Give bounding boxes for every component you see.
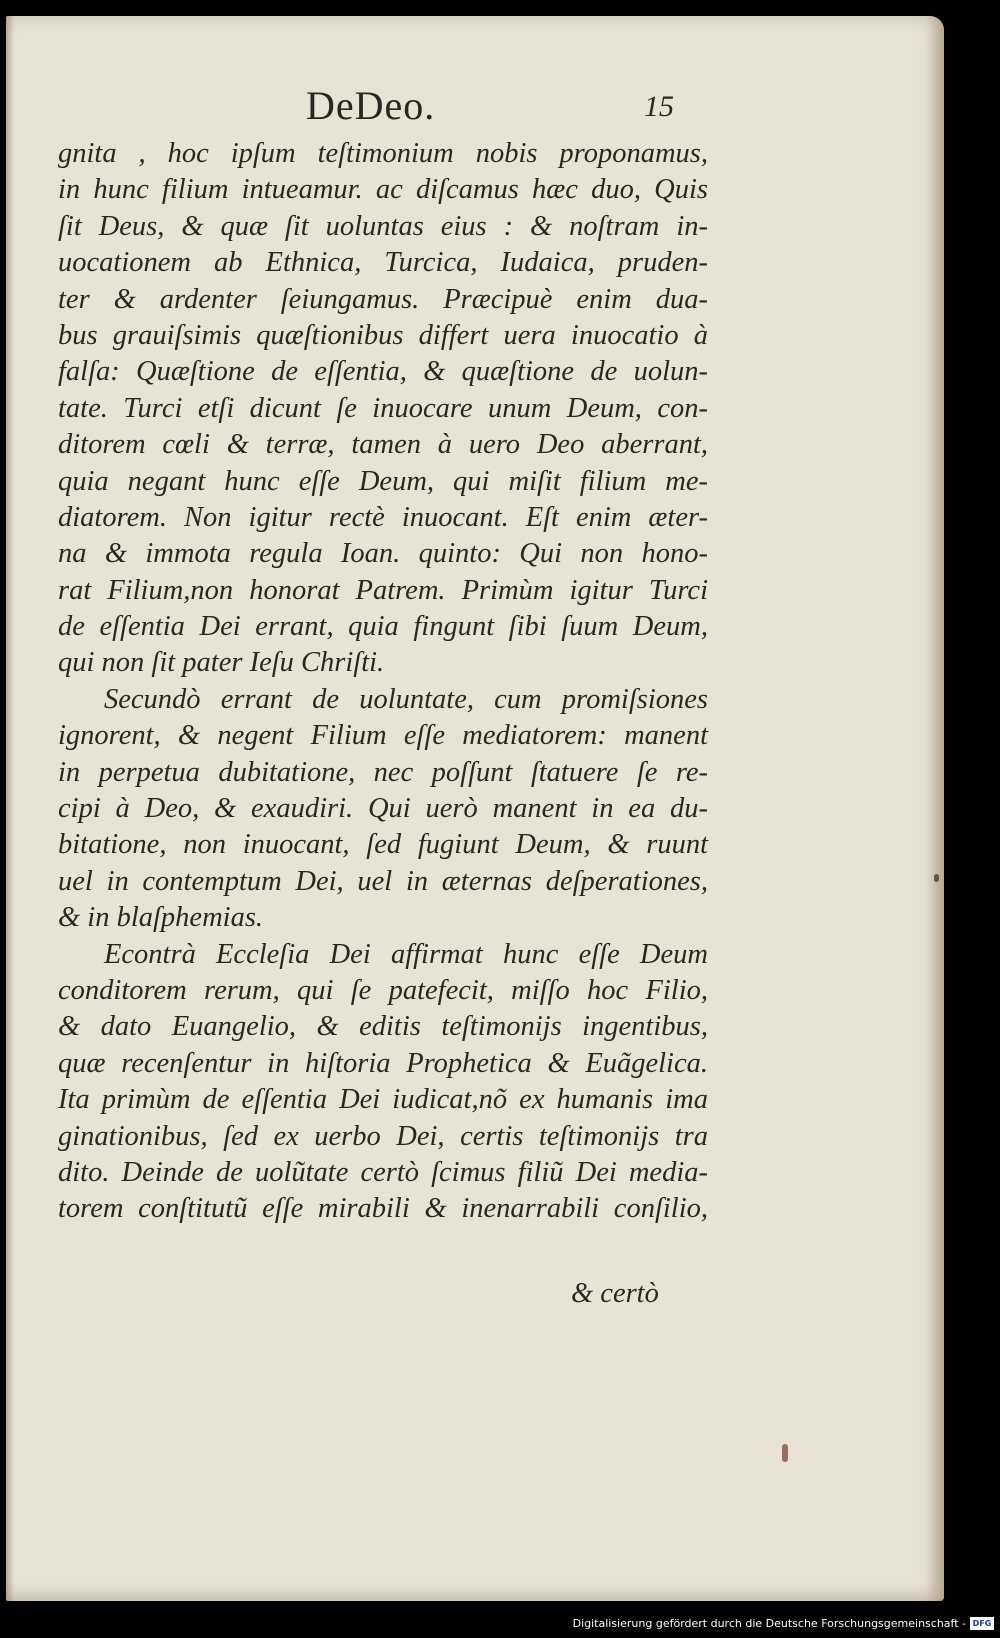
text-line: torem conſtitutũ eſſe mirabili & inenarrabili conſilio, <box>58 1193 708 1225</box>
text-line: diatorem. Non igitur rectè inuocant. Eſt enim æter- <box>58 501 708 533</box>
text-line: qui non ſit pater Ieſu Chriſti. <box>58 647 385 679</box>
text-line: quæ recenſentur in hiſtoria Prophetica & Euãgelica. <box>58 1047 708 1079</box>
text-line: de eſſentia Dei errant, quia fingunt ſibi ſuum Deum, <box>58 611 708 643</box>
ink-mark <box>934 874 939 882</box>
footer-bar <box>573 1612 994 1634</box>
page-gutter-shadow <box>6 16 14 1601</box>
text-line: dito. Deinde de uolũtate certò ſcimus filiũ Dei media- <box>58 1156 708 1188</box>
text-line: & in blaſphemias. <box>58 902 264 934</box>
text-line: rat Filium,non honorat Patrem. Primùm igitur Turci <box>58 574 708 606</box>
text-line: Secundò errant de uoluntate, cum promiſsiones <box>104 683 708 715</box>
text-line: uel in contemptum Dei, uel in æternas deſperationes, <box>58 865 708 897</box>
catchword: & certò <box>571 1278 659 1309</box>
text-line: Econtrà Eccleſia Dei affirmat hunc eſſe Deum <box>104 938 708 970</box>
text-line: uocationem ab Ethnica, Turcica, Iudaica, pruden- <box>58 247 708 279</box>
text-line: bitatione, non inuocant, ſed fugiunt Deum, & ruunt <box>58 829 708 861</box>
text-line: bus grauiſsimis quæſtionibus differt uera inuocatio à <box>58 319 708 351</box>
text-line: & dato Euangelio, & editis teſtimonijs ingentibus, <box>58 1011 708 1043</box>
text-line: quia negant hunc eſſe Deum, qui miſit filium me- <box>58 465 708 497</box>
text-line: conditorem rerum, qui ſe patefecit, miſſo hoc Filio, <box>58 974 708 1006</box>
page-number: 15 <box>644 90 674 123</box>
funding-note: Digitalisierung gefördert durch die Deutsche Forschungsgemeinschaft - <box>572 1616 966 1630</box>
text-line: ginationibus, ſed ex uerbo Dei, certis teſtimonijs tra <box>58 1120 708 1152</box>
text-line: falſa: Quæſtione de eſſentia, & quæſtione de uolun- <box>58 356 708 388</box>
page-header <box>6 82 944 136</box>
text-line: in perpetua dubitatione, nec poſſunt ſtatuere ſe re- <box>58 756 708 788</box>
page-edge-shadow <box>926 16 944 1601</box>
body-text <box>58 136 708 1228</box>
text-line: ter & ardenter ſeiungamus. Præcipuè enim dua- <box>58 283 708 315</box>
running-title: DeDeo. <box>306 83 436 128</box>
text-line: Ita primùm de eſſentia Dei iudicat,nõ ex humanis ima <box>58 1084 708 1116</box>
text-line: ditorem cœli & terræ, tamen à uero Deo aberrant, <box>58 429 708 461</box>
text-line: cipi à Deo, & exaudiri. Qui uerò manent in ea du- <box>58 793 708 825</box>
text-line: ignorent, & negent Filium eſſe mediatorem: manent <box>58 720 708 752</box>
text-line: ſit Deus, & quæ ſit uoluntas eius : & noſtram in- <box>58 210 708 242</box>
ink-mark <box>782 1444 788 1462</box>
dfg-logo-icon: DFG <box>970 1617 994 1630</box>
text-line: tate. Turci etſi dicunt ſe inuocare unum Deum, con- <box>58 392 708 424</box>
text-line: na & immota regula Ioan. quinto: Qui non hono- <box>58 538 708 570</box>
text-line: in hunc filium intueamur. ac diſcamus hæc duo, Quis <box>58 174 708 206</box>
text-line: gnita , hoc ipſum teſtimonium nobis proponamus, <box>58 138 708 169</box>
book-page <box>6 16 944 1601</box>
